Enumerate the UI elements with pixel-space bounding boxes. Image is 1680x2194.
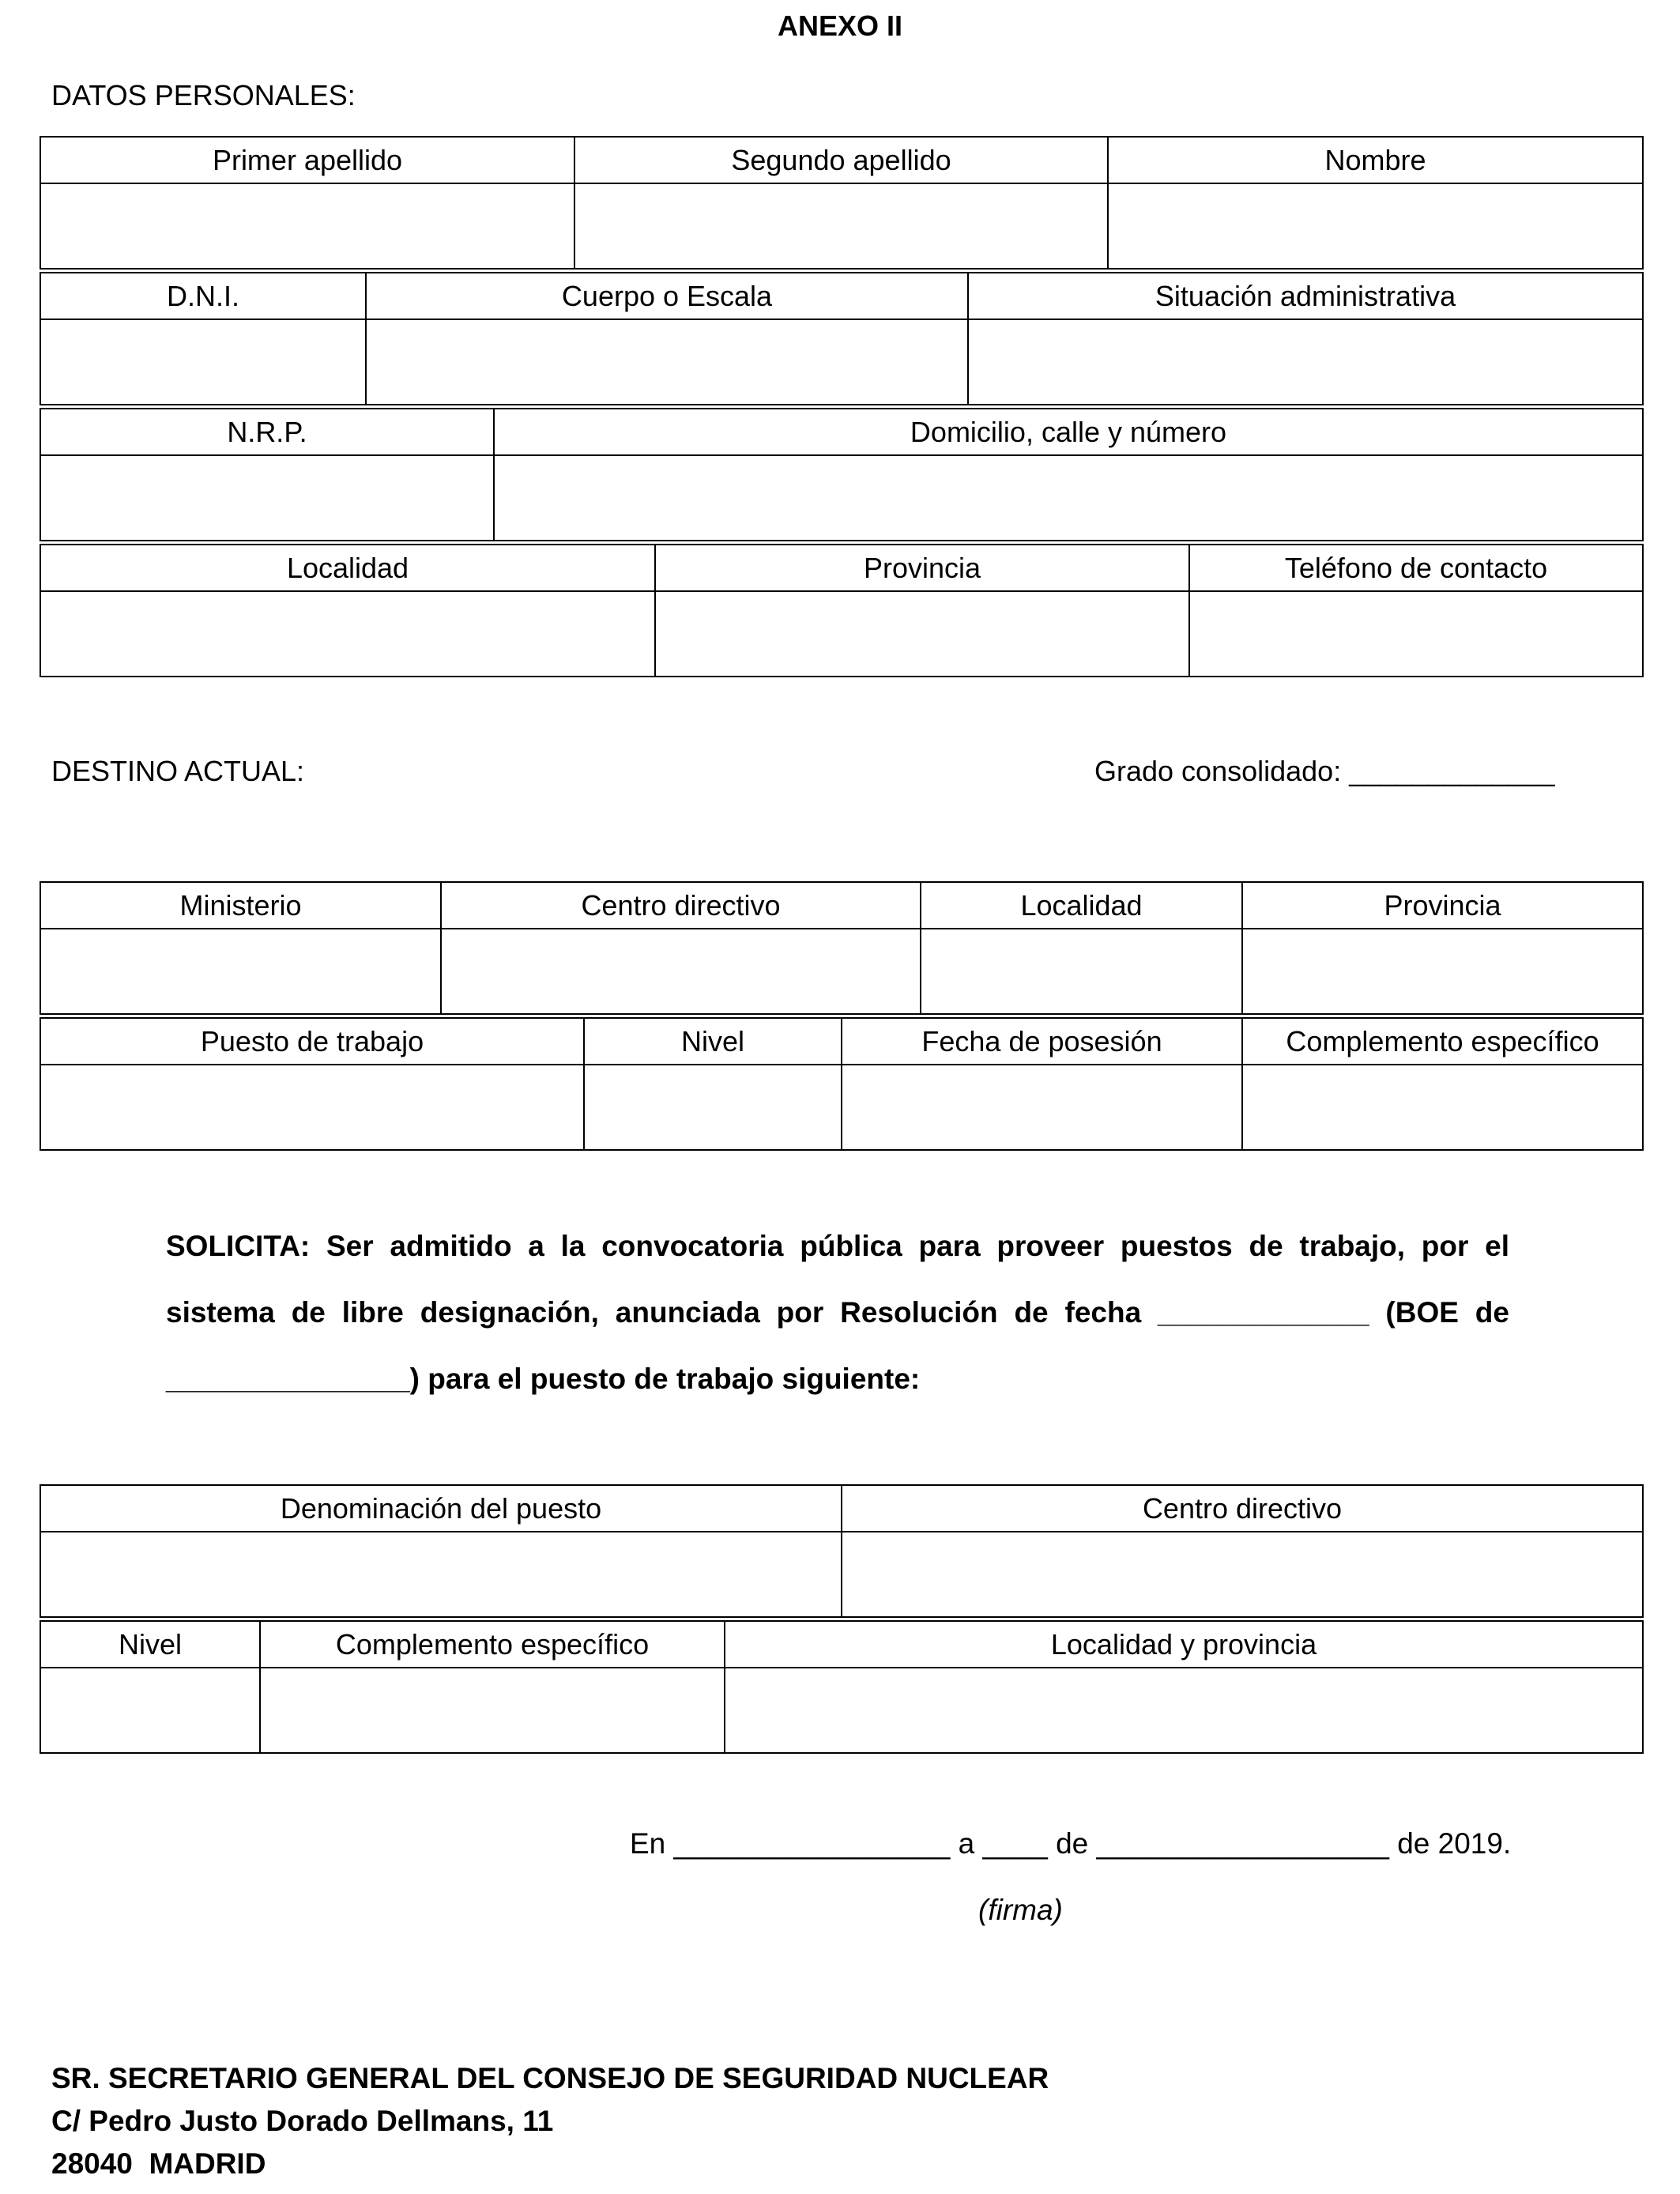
address-line-2: C/ Pedro Justo Dorado Dellmans, 11 [51,2105,554,2137]
label-nrp: N.R.P. [40,409,494,455]
label-puesto-trabajo: Puesto de trabajo [40,1018,584,1065]
label-domicilio: Domicilio, calle y número [494,409,1643,455]
label-primer-apellido: Primer apellido [40,137,574,183]
label-denominacion-puesto: Denominación del puesto [40,1485,842,1532]
label-centro-directivo: Centro directivo [441,882,921,929]
field-fecha-posesion[interactable] [842,1065,1242,1150]
field-destino-localidad[interactable] [921,929,1242,1014]
grado-consolidado: Grado consolidado: _____________ [1094,755,1555,787]
field-dni[interactable] [40,319,366,405]
personal-names-table [40,136,1644,270]
label-segundo-apellido: Segundo apellido [574,137,1108,183]
place-date-line: En _________________ a ____ de __________________ de 2019. [630,1827,1512,1860]
field-complemento-especifico[interactable] [1242,1065,1643,1150]
personal-address-table [40,408,1644,541]
label-fecha-posesion: Fecha de posesión [842,1018,1242,1065]
address-line-3: 28040 MADRID [51,2147,266,2180]
label-nombre: Nombre [1108,137,1643,183]
label-dni: D.N.I. [40,273,366,319]
page-title: ANEXO II [777,9,903,42]
field-puesto-trabajo[interactable] [40,1065,584,1150]
label-provincia: Provincia [655,545,1189,591]
solicita-paragraph: SOLICITA: Ser admitido a la convocatoria pública para proveer puestos de trabajo, por el sistema de libre designación, anunciada por Resolución de fecha _____________ (BOE de _______________) para el puesto de trabajo siguiente: [166,1230,1509,1395]
destino-actual-heading: DESTINO ACTUAL: [51,755,305,787]
field-provincia[interactable] [655,591,1189,677]
label-ministerio: Ministerio [40,882,441,929]
field-ministerio[interactable] [40,929,441,1014]
field-nivel[interactable] [584,1065,842,1150]
field-situacion-administrativa[interactable] [968,319,1643,405]
field-nrp[interactable] [40,455,494,541]
personal-id-table [40,272,1644,405]
label-puesto-nivel: Nivel [40,1621,260,1668]
label-complemento-especifico: Complemento específico [1242,1018,1643,1065]
label-situacion-administrativa: Situación administrativa [968,273,1643,319]
field-puesto-complemento[interactable] [260,1668,725,1753]
field-nombre[interactable] [1108,183,1643,269]
puesto-table-1 [40,1484,1644,1618]
label-puesto-centro-directivo: Centro directivo [842,1485,1643,1532]
label-destino-localidad: Localidad [921,882,1242,929]
datos-personales-heading: DATOS PERSONALES: [51,79,356,111]
field-localidad[interactable] [40,591,655,677]
field-puesto-centro-directivo[interactable] [842,1532,1643,1617]
label-cuerpo-escala: Cuerpo o Escala [366,273,968,319]
field-centro-directivo[interactable] [441,929,921,1014]
field-denominacion-puesto[interactable] [40,1532,842,1617]
puesto-table-2 [40,1620,1644,1754]
field-puesto-nivel[interactable] [40,1668,260,1753]
field-segundo-apellido[interactable] [574,183,1108,269]
field-destino-provincia[interactable] [1242,929,1643,1014]
label-nivel: Nivel [584,1018,842,1065]
label-localidad: Localidad [40,545,655,591]
label-localidad-provincia: Localidad y provincia [725,1621,1643,1668]
label-puesto-complemento: Complemento específico [260,1621,725,1668]
label-telefono: Teléfono de contacto [1189,545,1643,591]
field-localidad-provincia[interactable] [725,1668,1643,1753]
label-destino-provincia: Provincia [1242,882,1643,929]
address-line-1: SR. SECRETARIO GENERAL DEL CONSEJO DE SEGURIDAD NUCLEAR [51,2062,1049,2094]
destino-table-1 [40,881,1644,1015]
field-primer-apellido[interactable] [40,183,574,269]
personal-location-table [40,544,1644,677]
destino-table-2 [40,1017,1644,1151]
field-domicilio[interactable] [494,455,1643,541]
field-cuerpo-escala[interactable] [366,319,968,405]
firma-label: (firma) [978,1894,1063,1926]
field-telefono[interactable] [1189,591,1643,677]
